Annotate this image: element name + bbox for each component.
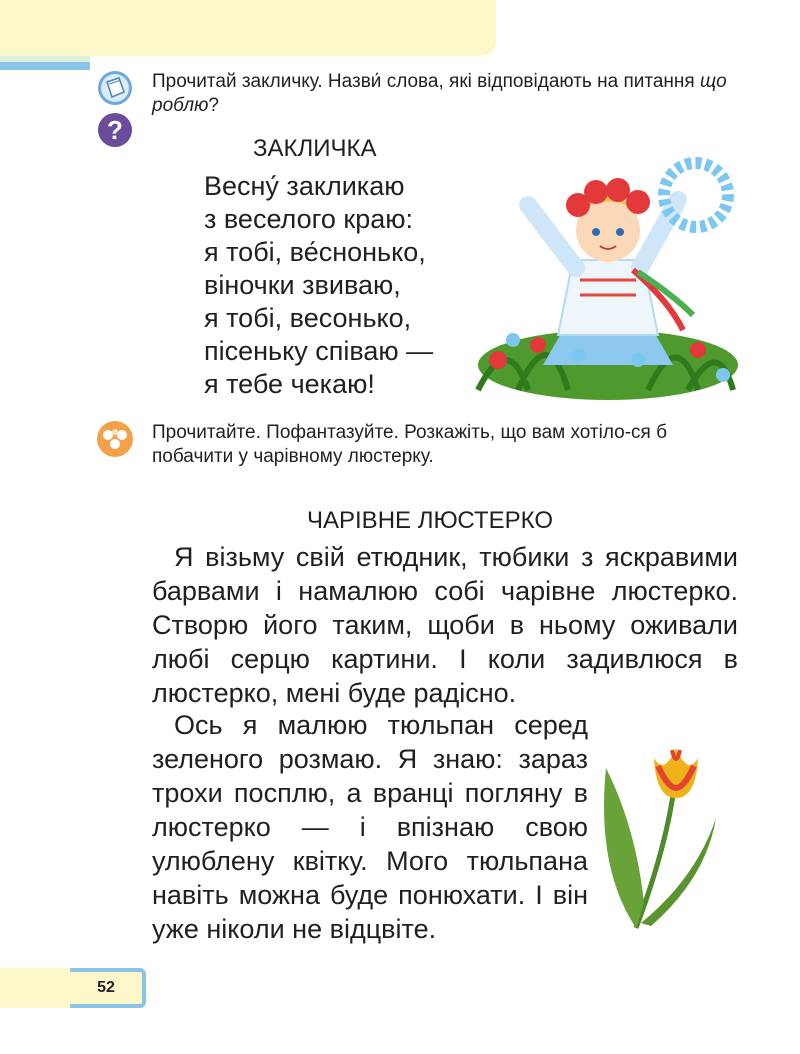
story-paragraph: Я візьму свій етюдник, тюбики з яскравими барвами і намалюю собі чарівне люстерко. Створю його таким, щоби в ньому оживали любі серцю картини. І коли задивлюся в люстерко, мені буде радісно. <box>152 542 738 708</box>
poem-line: Весну́ закликаю <box>204 171 405 201</box>
poem-text <box>204 170 433 401</box>
header-band <box>0 0 496 56</box>
tulip-illustration <box>596 728 742 934</box>
task-reading-instruction: Прочитай закличку. Назви́ слова, які відповідають на питання що роблю? <box>152 71 727 116</box>
svg-text:?: ? <box>107 115 123 145</box>
book-icon <box>97 70 133 106</box>
poem-line: я тобі, весонько, <box>204 303 412 333</box>
task-fantasy-instruction: Прочитайте. Пофантазуйте. Розкажіть, що вам хотіло-ся б побачити у чарівному люстерку. <box>152 422 667 467</box>
poem-line: пісеньку співаю — <box>204 336 434 366</box>
story-paragraph: Ось я малюю тюльпан серед зеленого розмаю. Я знаю: зараз трохи посплю, а вранці поглянy в люстерко — і впізнаю свою улюблену квітку. Мого тюльпана навіть можна буде понюхати. І він уже ніколи не відцвіте. <box>152 710 588 944</box>
footer-band <box>0 968 70 1008</box>
group-talk-icon <box>96 420 134 458</box>
question-icon <box>97 112 133 148</box>
poem-title: ЗАКЛИЧКА <box>253 135 377 162</box>
poem-line: віночки звиваю, <box>204 270 401 300</box>
story-title: ЧАРІВНЕ ЛЮСТЕРКО <box>307 507 554 534</box>
spring-girl-illustration <box>468 150 738 400</box>
poem-line: я тебе чекаю! <box>204 369 375 399</box>
page-number: 52 <box>97 979 115 996</box>
poem-line: я тобі, ве́снонько, <box>204 237 426 267</box>
poem-line: з веселого краю: <box>204 204 413 234</box>
